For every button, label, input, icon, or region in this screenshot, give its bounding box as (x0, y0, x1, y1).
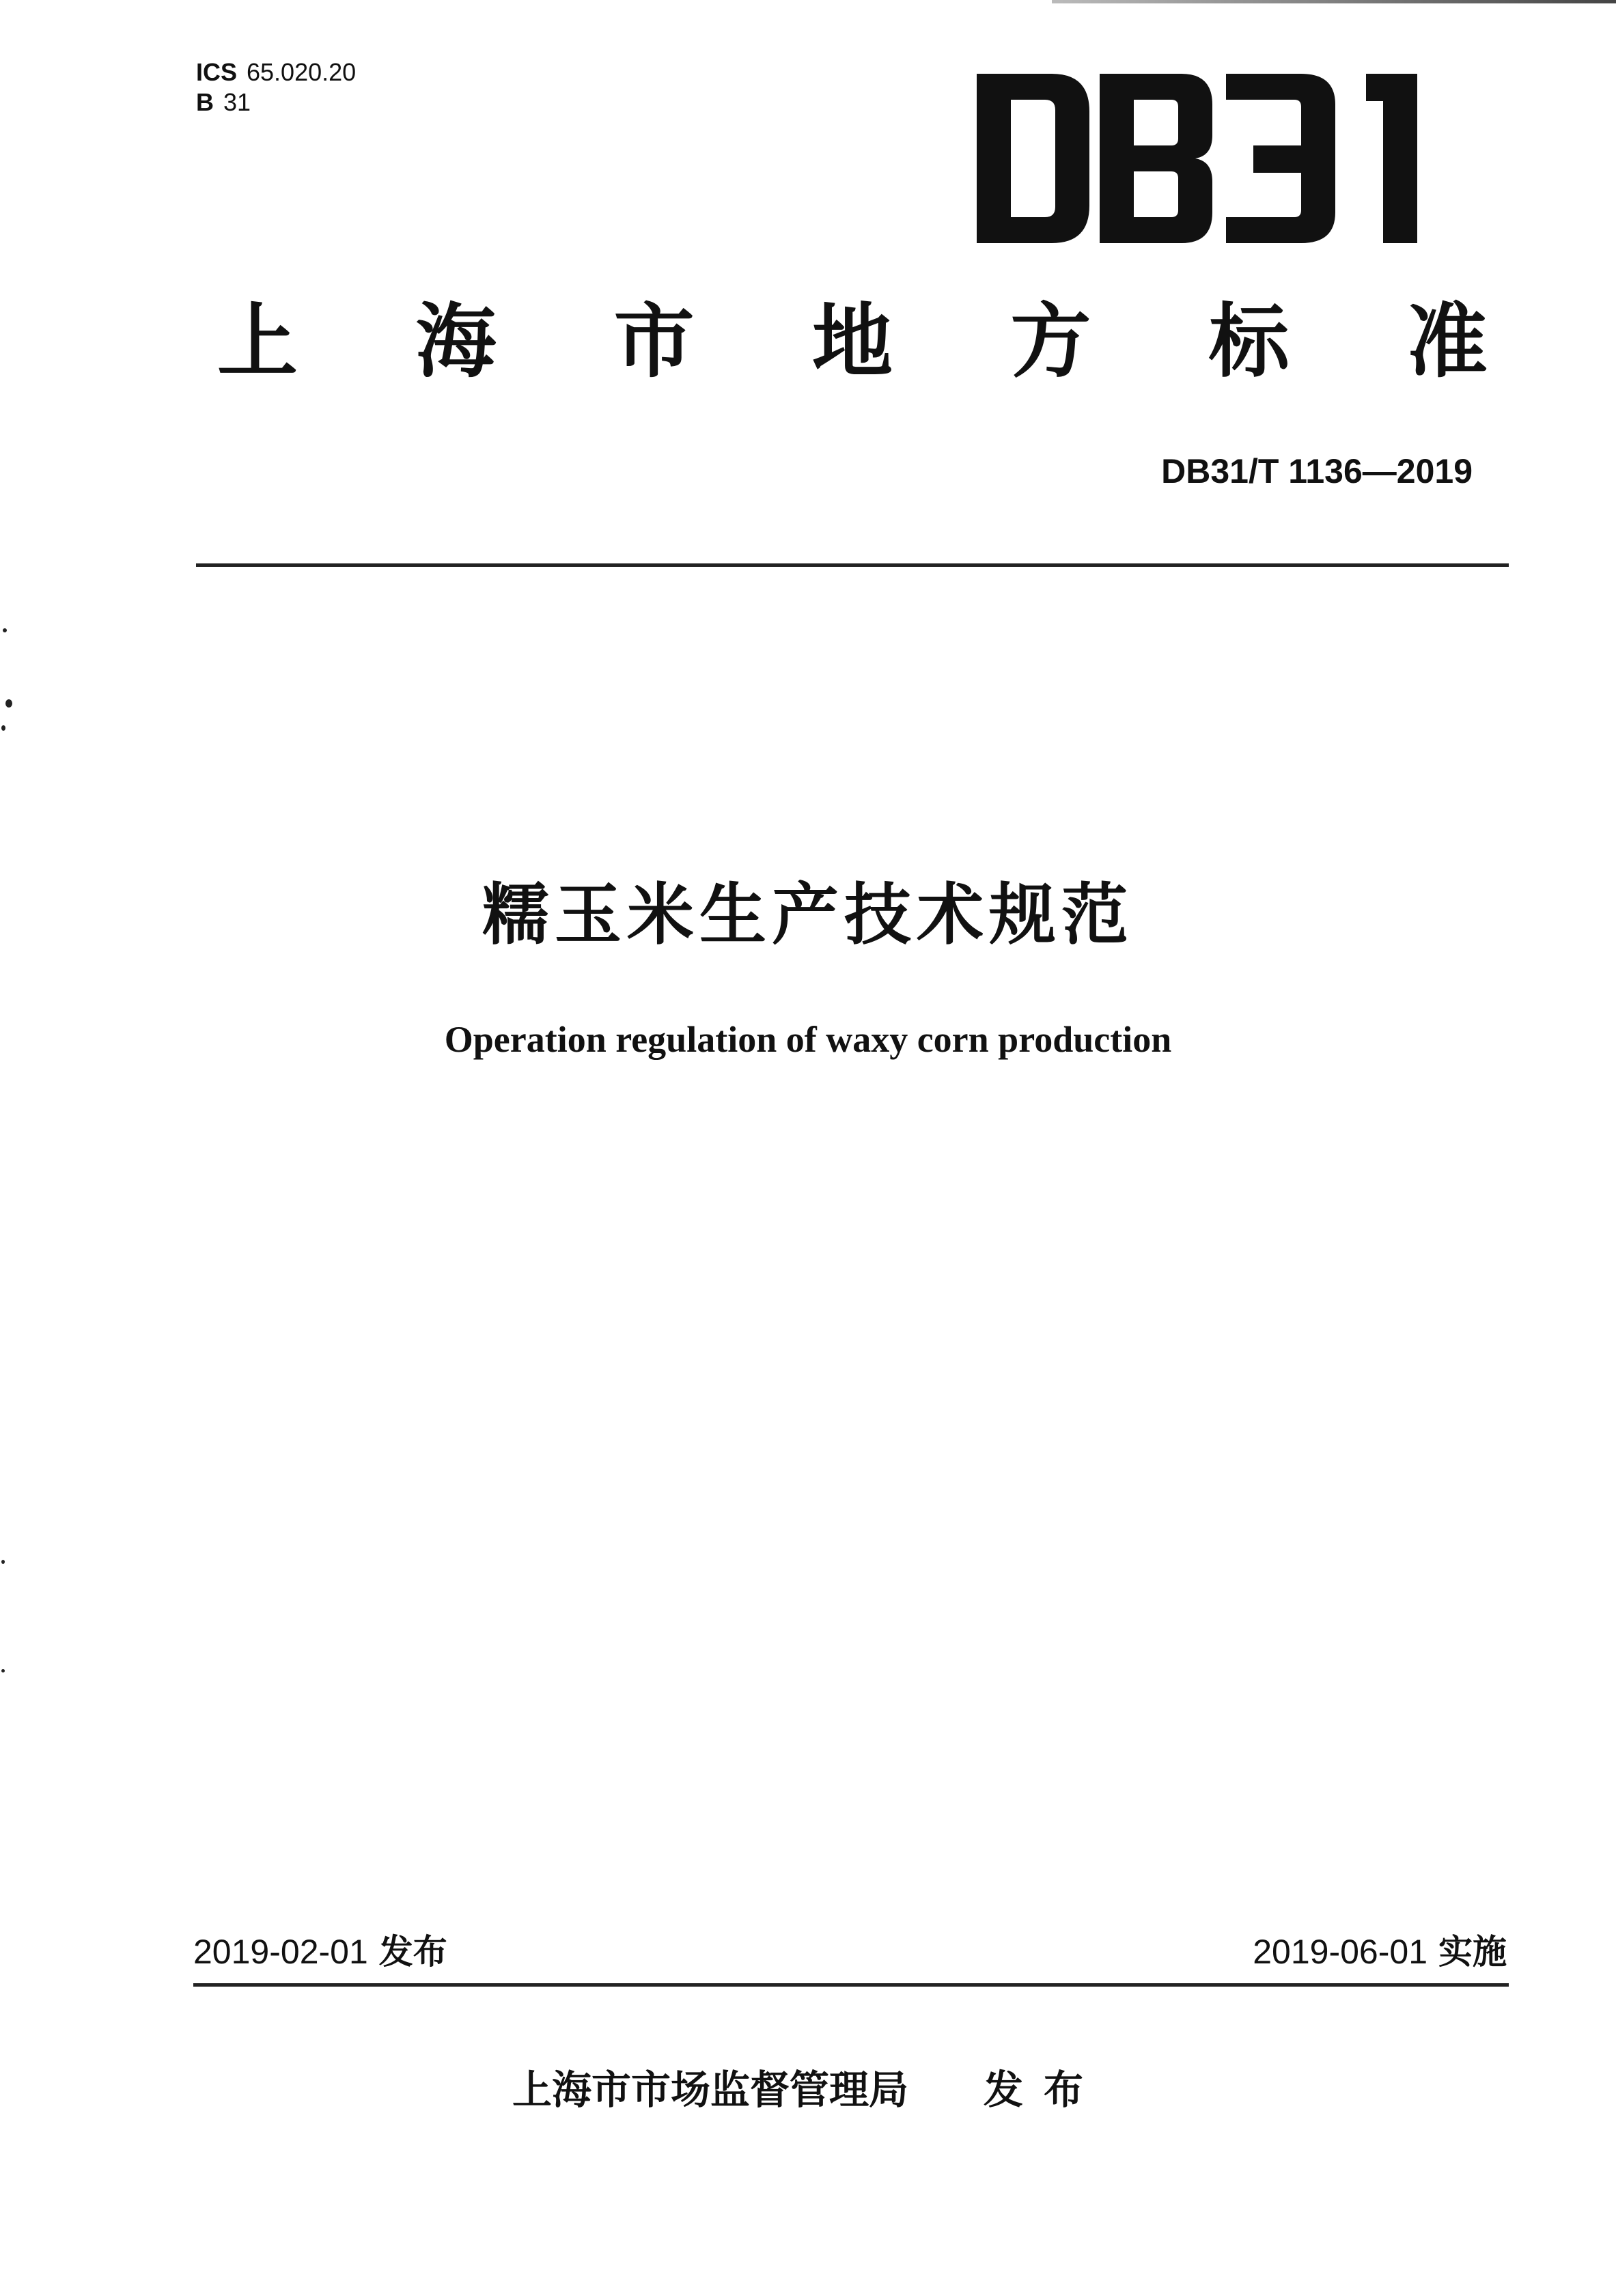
publish-date-block (193, 1930, 447, 1974)
footer-divider (193, 1983, 1509, 1987)
standard-type-char: 海 (415, 294, 497, 389)
publish-date: 2019-02-01 (193, 1933, 368, 1971)
publish-word: 发布 (378, 1932, 447, 1972)
issuer-name: 上海市市场监督管理局 (512, 2067, 908, 2113)
scan-edge-line (1052, 0, 1616, 3)
standard-type-char: 上 (217, 294, 298, 389)
effective-date: 2019-06-01 (1253, 1933, 1427, 1971)
standard-type-char: 标 (1208, 294, 1290, 389)
scan-speck (1, 725, 5, 731)
db31-logo (977, 74, 1433, 243)
standard-number: DB31/T 1136—2019 (1161, 452, 1473, 490)
scan-speck (3, 628, 7, 632)
db31-logo-graphic (977, 74, 1433, 243)
standard-type-heading (217, 290, 1488, 393)
effective-word: 实施 (1438, 1932, 1507, 1972)
standard-type-char: 市 (613, 294, 695, 389)
english-title: Operation regulation of waxy corn production (444, 1019, 1172, 1060)
issuer-line (0, 2062, 1616, 2117)
chinese-title: 糯玉米生产技术规范 (482, 876, 1134, 954)
ccs-classification (196, 87, 251, 117)
scan-speck (1, 1669, 5, 1672)
standard-type-char: 地 (811, 294, 893, 389)
header-divider (196, 563, 1509, 567)
ics-label: ICS (196, 58, 238, 86)
standard-type-char: 方 (1010, 294, 1091, 389)
ics-classification (196, 57, 356, 87)
issuer-action: 发布 (984, 2067, 1104, 2113)
standard-type-char: 准 (1406, 294, 1488, 389)
effective-date-block (1253, 1930, 1507, 1974)
ics-code: 65.020.20 (247, 58, 357, 86)
ccs-label: B (196, 88, 214, 116)
scan-speck (1, 1560, 5, 1564)
ccs-code: 31 (223, 88, 251, 116)
scan-speck (5, 699, 12, 708)
